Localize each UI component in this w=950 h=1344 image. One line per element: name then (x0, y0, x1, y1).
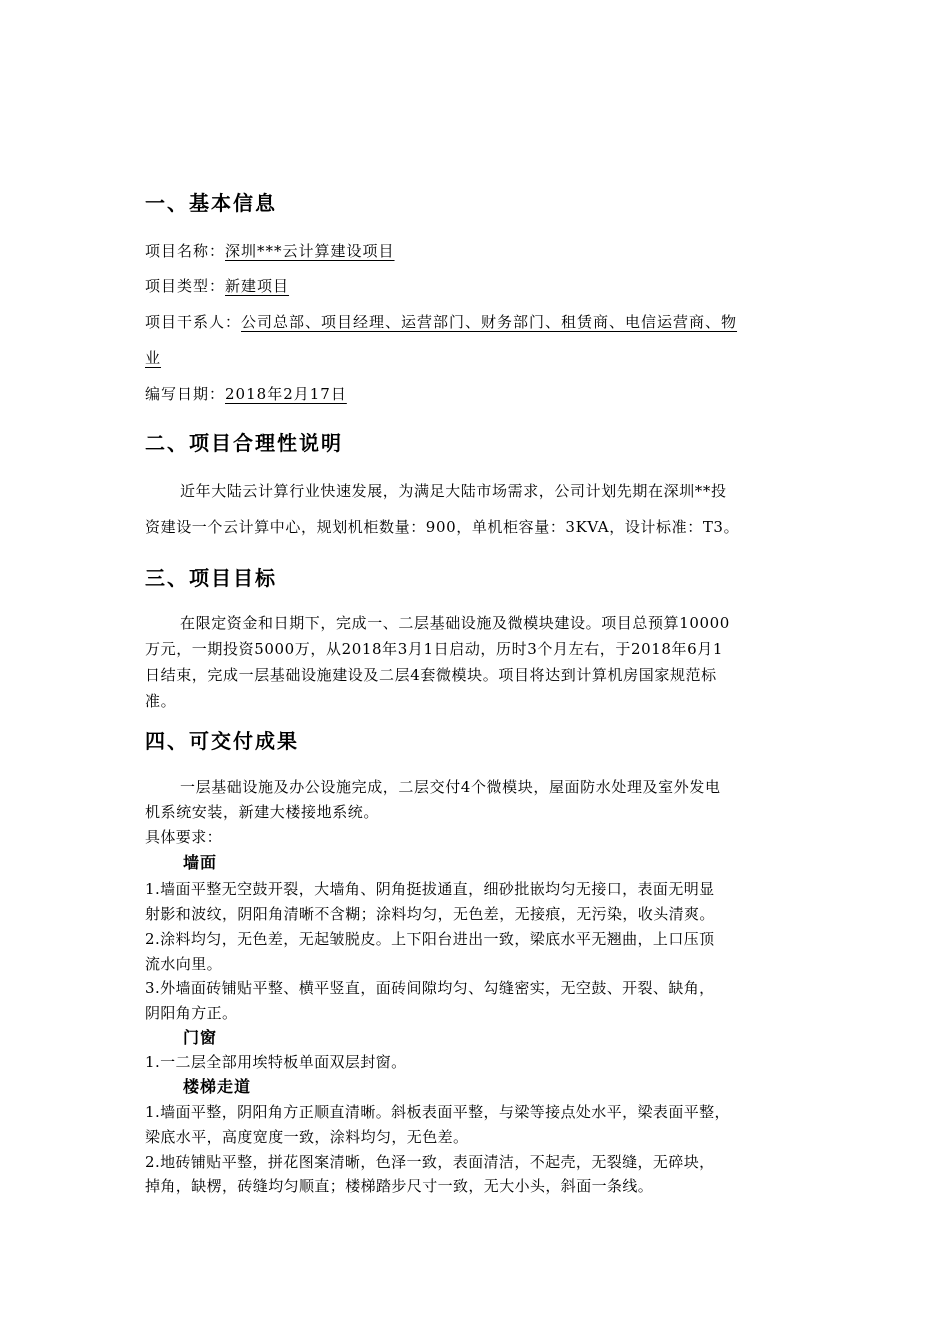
stakeholders-value-line1: 公司总部、项目经理、运营部门、财务部门、租赁商、电信运营商、物 (241, 313, 738, 331)
project-name-value: 深圳***云计算建设项目 (225, 242, 395, 260)
project-type-row (145, 275, 289, 296)
windows-line: 1.一二层全部用埃特板单面双层封窗。 (145, 1053, 407, 1071)
stakeholders-row (145, 311, 737, 332)
wall-line: 阴阳角方正。 (145, 1004, 238, 1022)
wall-line: 1.墙面平整无空鼓开裂，大墙角、阴角挺拔通直，细砂批嵌均匀无接口，表面无明显 (145, 880, 715, 898)
subsection-title-stairs: 楼梯走道 (183, 1077, 252, 1096)
deliverables-intro-line-2: 机系统安装，新建大楼接地系统。 (145, 803, 380, 821)
section-heading-deliverables: 四、可交付成果 (145, 729, 299, 753)
section-heading-rationale: 二、项目合理性说明 (145, 431, 343, 455)
goals-line-2: 万元，一期投资5000万，从2018年3月1日启动，历时3个月左右，于2018年6月1 (145, 640, 724, 658)
stairs-line: 2.地砖铺贴平整，拼花图案清晰，色泽一致，表面清洁，不起壳，无裂缝，无碎块， (145, 1153, 715, 1171)
project-name-row (145, 240, 395, 261)
goals-line-1: 在限定资金和日期下，完成一、二层基础设施及微模块建设。项目总预算10000 (180, 614, 730, 632)
requirements-label: 具体要求： (145, 828, 223, 846)
stakeholders-value-line2: 业 (145, 349, 162, 367)
goals-line-3: 日结束，完成一层基础设施建设及二层4套微模块。项目将达到计算机房国家规范标 (145, 666, 717, 684)
deliverables-intro-line-1: 一层基础设施及办公设施完成，二层交付4个微模块，屋面防水处理及室外发电 (180, 778, 721, 796)
stakeholders-row-continued (145, 347, 161, 368)
stairs-line: 1.墙面平整，阴阳角方正顺直清晰。斜板表面平整，与梁等接点处水平，梁表面平整， (145, 1103, 730, 1121)
date-row (145, 383, 347, 404)
wall-line: 流水向里。 (145, 955, 223, 973)
date-value: 2018年2月17日 (225, 385, 347, 403)
project-type-value: 新建项目 (225, 277, 290, 295)
rationale-line-1: 近年大陆云计算行业快速发展，为满足大陆市场需求，公司计划先期在深圳**投 (180, 482, 727, 500)
section-heading-goals: 三、项目目标 (145, 566, 277, 590)
goals-line-4: 准。 (145, 692, 177, 710)
wall-line: 3.外墙面砖铺贴平整、横平竖直，面砖间隙均匀、勾缝密实，无空鼓、开裂、缺角， (145, 979, 715, 997)
wall-line: 射影和波纹，阴阳角清晰不含糊；涂料均匀，无色差，无接痕，无污染，收头清爽。 (145, 905, 715, 923)
project-name-label: 项目名称： (145, 242, 226, 260)
subsection-title-windows: 门窗 (183, 1028, 218, 1047)
stairs-line: 梁底水平，高度宽度一致，涂料均匀，无色差。 (145, 1128, 469, 1146)
stakeholders-label: 项目干系人： (145, 313, 242, 331)
section-heading-basic-info: 一、基本信息 (145, 191, 277, 215)
subsection-title-wall: 墙面 (183, 853, 218, 872)
date-label: 编写日期： (145, 385, 226, 403)
wall-line: 2.涂料均匀，无色差，无起皱脱皮。上下阳台进出一致，梁底水平无翘曲，上口压顶 (145, 930, 715, 948)
stairs-line: 掉角，缺楞，砖缝均匀顺直；楼梯踏步尺寸一致，无大小头，斜面一条线。 (145, 1177, 654, 1195)
project-type-label: 项目类型： (145, 277, 226, 295)
rationale-line-2: 资建设一个云计算中心，规划机柜数量：900，单机柜容量：3KVA，设计标准：T3。 (145, 518, 740, 536)
